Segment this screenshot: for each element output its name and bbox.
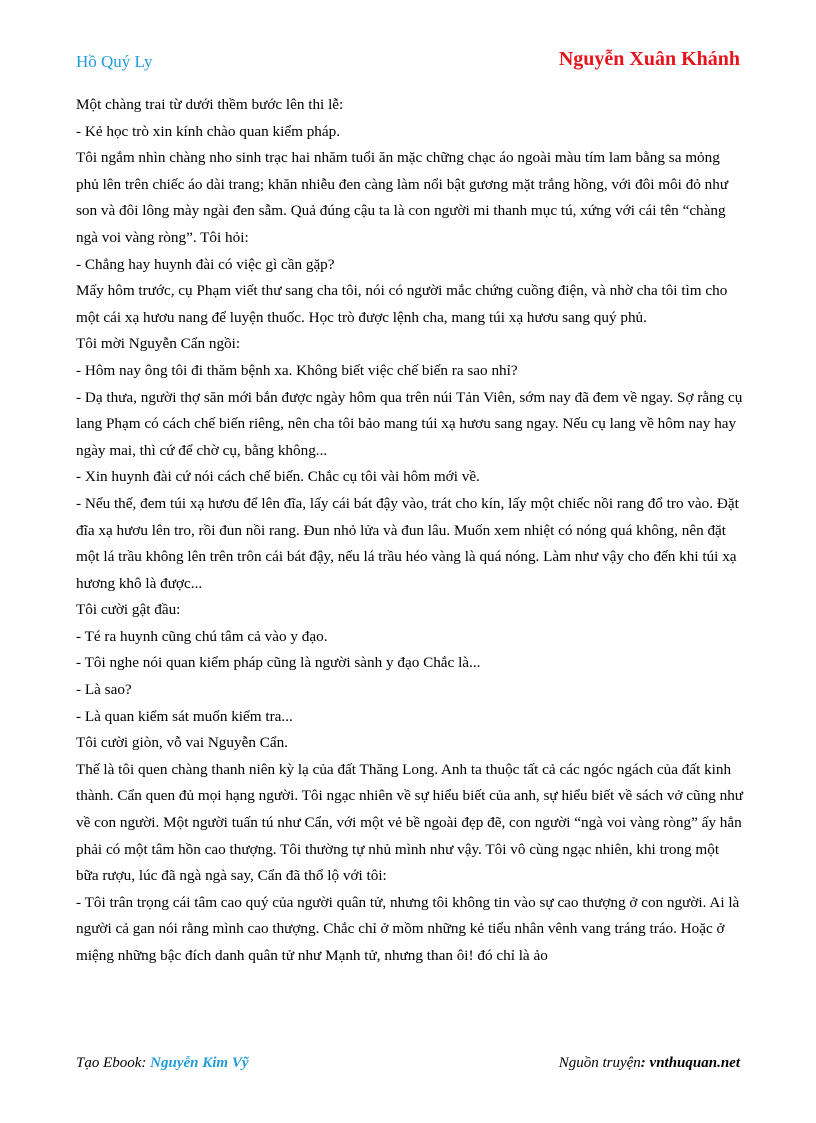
ebook-creator: Nguyễn Kim Vỹ	[150, 1055, 249, 1071]
author-name: Nguyễn Xuân Khánh	[558, 48, 740, 70]
paragraph: - Té ra huynh cũng chú tâm cả vào y đạo.	[76, 627, 328, 645]
paragraph: - Chẳng hay huynh đài có việc gì cần gặp?	[76, 255, 335, 273]
paragraph: - Kẻ học trò xin kính chào quan kiểm pháp.	[76, 122, 341, 140]
source-credit: Nguồn truyện: vnthuquan.net	[558, 1055, 740, 1071]
page-header	[76, 48, 740, 74]
paragraph: - Là sao?	[76, 681, 132, 699]
paragraph: - Dạ thưa, người thợ săn mới bắn được ngày hôm qua trên núi Tản Viên, sớm nay đã đem về ngay. Sợ rằng cụ lang Phạm có cách chế biến riêng, nên cha tôi bảo mang túi xạ hươu sang ngay. Nếu cụ lang về hôm nay hay ngày mai, thì cứ để chờ cụ, bằng không...	[76, 388, 743, 459]
paragraph: - Là quan kiểm sát muốn kiểm tra...	[76, 707, 293, 725]
body-text	[76, 92, 744, 970]
paragraph: - Tôi trân trọng cái tâm cao quý của người quân tử, nhưng tôi không tin vào sự cao thượng ở con người. Ai là người cả gan nói rằng mình cao thượng. Chắc chỉ ở mồm những kẻ tiểu nhân vênh vang tráng tráo. Hoặc ở miệng những bậc đích danh quân tử như Mạnh tử, nhưng than ôi! đó chỉ là ảo	[76, 893, 740, 964]
paragraph: Tôi cười gật đầu:	[76, 601, 181, 619]
paragraph: Tôi ngắm nhìn chàng nho sinh trạc hai nhăm tuổi ăn mặc chững chạc áo ngoài màu tím lam bằng sa mỏng phủ lên trên chiếc áo dài trang; khăn nhiễu đen càng làm nổi bật gương mặt trắng hồng, với đôi môi đỏ như son và đôi lông mày ngài đen sẫm. Quả đúng cậu ta là con người mi thanh mục tú, xứng với cái tên “chàng ngà voi vàng ròng”. Tôi hỏi:	[76, 149, 729, 246]
paragraph: Tôi cười giòn, vỗ vai Nguyễn Cẩn.	[76, 734, 288, 752]
paragraph: Tôi mời Nguyễn Cẩn ngồi:	[76, 335, 241, 353]
paragraph: Thế là tôi quen chàng thanh niên kỳ lạ của đất Thăng Long. Anh ta thuộc tất cả các ngóc ngách của đất kinh thành. Cẩn quen đủ mọi hạng người. Tôi ngạc nhiên về sự hiểu biết của anh, sự hiểu biết về sách vở cũng như về con người. Một người tuấn tú như Cẩn, với một vẻ bề ngoài đẹp đẽ, con người “ngà voi vàng ròng” ấy hẳn phải có một tâm hồn cao thượng. Tôi thường tự nhủ mình như vậy. Tôi vô cùng ngạc nhiên, khi trong một bữa rượu, lúc đã ngà ngà say, Cẩn đã thổ lộ với tôi:	[76, 760, 744, 885]
paragraph: - Nếu thế, đem túi xạ hươu để lên đĩa, lấy cái bát đậy vào, trát cho kín, lấy một chiếc nồi rang đổ tro vào. Đặt đĩa xạ hươu lên tro, rồi đun nồi rang. Đun nhỏ lửa và đun lâu. Muốn xem nhiệt có nóng quá không, nên đặt một lá trầu không lên trên trôn cái bát đậy, nếu lá trầu héo vàng là quá nóng. Làm như vậy cho đến khi túi xạ hương khô là được...	[76, 494, 739, 592]
paragraph: - Hôm nay ông tôi đi thăm bệnh xa. Không biết việc chế biến ra sao nhỉ?	[76, 361, 518, 379]
ebook-credit: Tạo Ebook: Nguyễn Kim Vỹ	[76, 1055, 249, 1071]
paragraph: Mấy hôm trước, cụ Phạm viết thư sang cha tôi, nói có người mắc chứng cuồng điện, và nhờ cha tôi tìm cho một cái xạ hươu nang để luyện thuốc. Học trò được lệnh cha, mang túi xạ hươu sang quý phủ.	[76, 282, 728, 326]
source-site: vnthuquan.net	[649, 1055, 740, 1071]
source-label: Nguồn truyện	[558, 1055, 641, 1071]
paragraph: Một chàng trai từ dưới thềm bước lên thi lễ:	[76, 96, 344, 113]
paragraph: - Xin huynh đài cứ nói cách chế biến. Chắc cụ tôi vài hôm mới về.	[76, 468, 480, 486]
page-footer	[76, 1055, 740, 1077]
paragraph: - Tôi nghe nói quan kiểm pháp cũng là người sành y đạo Chắc là...	[76, 654, 481, 672]
ebook-label: Tạo Ebook	[76, 1055, 142, 1071]
book-title: Hồ Quý Ly	[76, 52, 153, 71]
